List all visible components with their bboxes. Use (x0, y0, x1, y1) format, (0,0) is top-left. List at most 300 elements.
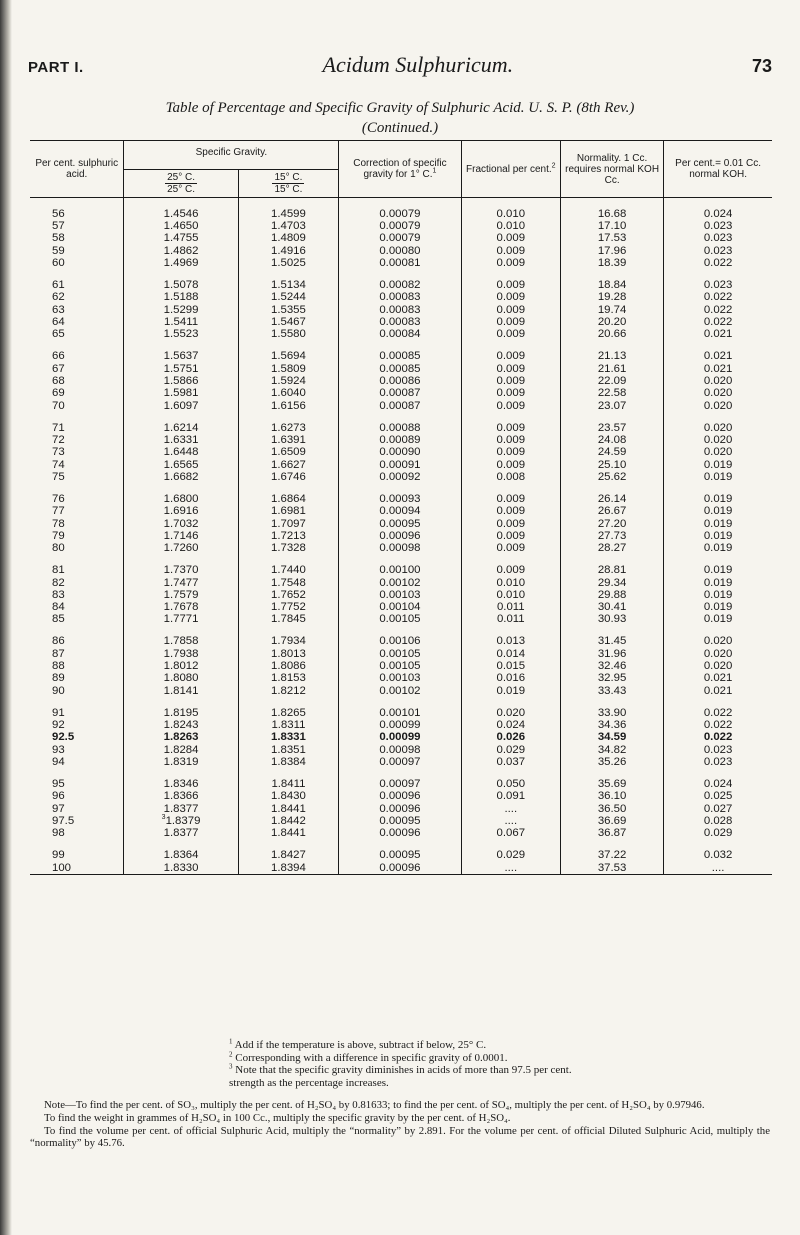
table-cell: 0.022 (664, 291, 772, 303)
table-cell: 0.009 (461, 493, 560, 505)
table-cell: 0.037 (461, 756, 560, 768)
table-cell: 0.00096 (339, 862, 461, 875)
table-cell: 84 (52, 601, 65, 614)
table-cell: 0.020 (664, 648, 772, 660)
table-cell: 90 (52, 684, 65, 697)
table-cell: 0.029 (461, 849, 560, 861)
table-cell: 1.7477 (124, 577, 238, 589)
table-cell: 21.61 (560, 363, 663, 375)
table-cell: 0.00097 (339, 756, 461, 768)
table-cell: 0.00085 (339, 350, 461, 362)
table-cell: 66 (52, 350, 65, 363)
table-row (30, 493, 772, 505)
table-cell: 0.023 (664, 756, 772, 768)
table-cell: 1.8427 (238, 849, 339, 861)
table-cell: 0.009 (461, 291, 560, 303)
table-cell: 1.7370 (124, 564, 238, 576)
table-cell: 0.021 (664, 363, 772, 375)
table-cell: 0.022 (664, 257, 772, 269)
table-cell: 0.024 (664, 778, 772, 790)
footnote-mark-1: 1 (432, 167, 437, 175)
table-cell: 29.34 (560, 577, 663, 589)
table-cell: 0.00082 (339, 279, 461, 291)
col-header-sg-25 (124, 170, 238, 198)
table-cell: 0.020 (461, 707, 560, 719)
table-cell: 1.8080 (124, 672, 238, 684)
table-cell: 17.53 (560, 232, 663, 244)
table-cell: 73 (52, 446, 65, 459)
table-cell: 0.021 (664, 685, 772, 697)
table-cell: 0.010 (461, 208, 560, 220)
col-header-normality: Normality. 1 Cc. requires normal KOH Cc. (560, 141, 663, 198)
table-row (30, 291, 772, 303)
table-cell: 0.00083 (339, 316, 461, 328)
table-cell: 97.5 (52, 814, 75, 827)
table-cell: 1.8311 (238, 719, 339, 731)
table-cell: 0.00079 (339, 220, 461, 232)
table-cell: 77 (52, 505, 65, 518)
table-cell: 0.00094 (339, 505, 461, 517)
table-cell: 0.00099 (339, 731, 461, 743)
table-cell: 25.62 (560, 471, 663, 483)
table-cell: 65 (52, 328, 65, 341)
table-cell: 92.5 (52, 731, 75, 744)
table-cell: 1.5981 (124, 387, 238, 399)
table-cell: 0.00093 (339, 493, 461, 505)
table-cell: 1.8153 (238, 672, 339, 684)
table-row (30, 220, 772, 232)
table-cell: 82 (52, 576, 65, 589)
table-cell: 0.00088 (339, 422, 461, 434)
table-cell: 0.019 (664, 613, 772, 625)
correction-label: Correction of specific gravity for 1° C. (353, 158, 447, 180)
table-cell: 68 (52, 374, 65, 387)
table-cell: 62 (52, 291, 65, 304)
table-cell: 1.8013 (238, 648, 339, 660)
table-cell: 1.4755 (124, 232, 238, 244)
table-cell: 0.020 (664, 660, 772, 672)
table-cell: 88 (52, 660, 65, 673)
table-row (30, 815, 772, 827)
table-cell: 1.6214 (124, 422, 238, 434)
table-cell: 1.5580 (238, 328, 339, 340)
table-cell: 1.8441 (238, 827, 339, 839)
table-cell: 0.021 (664, 672, 772, 684)
table-cell: 0.009 (461, 363, 560, 375)
book-binding-edge (0, 0, 12, 1235)
table-cell: 57 (52, 220, 65, 233)
table-cell: 1.5355 (238, 304, 339, 316)
table-cell: 1.5188 (124, 291, 238, 303)
table-cell: 0.009 (461, 505, 560, 517)
table-row (30, 672, 772, 684)
table-cell: 1.6040 (238, 387, 339, 399)
table-row (30, 827, 772, 839)
table-cell: 78 (52, 517, 65, 530)
table-cell: 1.6981 (238, 505, 339, 517)
table-cell: 1.7934 (238, 635, 339, 647)
table-cell: 0.00084 (339, 328, 461, 340)
table-cell: 0.00085 (339, 363, 461, 375)
table-cell: 0.032 (664, 849, 772, 861)
table-cell: 94 (52, 755, 65, 768)
table-cell: 1.8364 (124, 849, 238, 861)
table-cell: 24.59 (560, 446, 663, 458)
table-cell: 91 (52, 706, 65, 719)
table-row (30, 363, 772, 375)
table-cell: 0.009 (461, 459, 560, 471)
table-cell: 0.023 (664, 245, 772, 257)
table-row (30, 803, 772, 815)
sulphuric-acid-table (30, 140, 772, 875)
table-cell: 0.00095 (339, 849, 461, 861)
table-cell: 0.00104 (339, 601, 461, 613)
table-cell: 0.00091 (339, 459, 461, 471)
table-caption (30, 98, 770, 138)
table-cell: 0.022 (664, 719, 772, 731)
table-cell: 0.009 (461, 304, 560, 316)
table-cell: 0.00096 (339, 790, 461, 802)
table-cell: 0.010 (461, 589, 560, 601)
table-row (30, 719, 772, 731)
table-cell: 99 (52, 849, 65, 862)
table-row (30, 375, 772, 387)
table-cell: 0.00079 (339, 208, 461, 220)
table-row (30, 459, 772, 471)
table-cell: 1.4599 (238, 208, 339, 220)
col-header-percent: Per cent. sulphuric acid. (30, 141, 124, 198)
table-cell: 0.020 (664, 422, 772, 434)
table-cell: 1.8284 (124, 744, 238, 756)
table-row (30, 350, 772, 362)
table-cell: 0.00087 (339, 400, 461, 412)
table-cell: 0.019 (664, 564, 772, 576)
table-cell: 1.6448 (124, 446, 238, 458)
table-cell: 0.020 (664, 635, 772, 647)
table-cell: 36.69 (560, 815, 663, 827)
table-cell: 1.5244 (238, 291, 339, 303)
table-cell: 1.7440 (238, 564, 339, 576)
table-cell: 0.029 (664, 827, 772, 839)
table-cell: 0.009 (461, 387, 560, 399)
table-row (30, 790, 772, 802)
table-cell: 1.8319 (124, 756, 238, 768)
table-cell: 28.27 (560, 542, 663, 554)
table-cell: 34.59 (560, 731, 663, 743)
table-cell: 0.009 (461, 328, 560, 340)
table-cell: 64 (52, 315, 65, 328)
table-cell: 85 (52, 613, 65, 626)
table-cell: 1.7328 (238, 542, 339, 554)
table-cell: 1.5025 (238, 257, 339, 269)
table-row (30, 387, 772, 399)
group-spacer (30, 269, 772, 279)
table-cell: 0.024 (461, 719, 560, 731)
table-row (30, 862, 772, 875)
table-cell: 26.14 (560, 493, 663, 505)
table-cell: 0.008 (461, 471, 560, 483)
table-cell: 61 (52, 279, 65, 292)
table-cell: 31.45 (560, 635, 663, 647)
table-cell: 24.08 (560, 434, 663, 446)
table-cell: 0.009 (461, 446, 560, 458)
table-cell: 1.8141 (124, 685, 238, 697)
table-cell: 0.023 (664, 232, 772, 244)
group-spacer (30, 840, 772, 850)
table-cell: 83 (52, 588, 65, 601)
table-cell: 1.4650 (124, 220, 238, 232)
table-cell: 0.020 (664, 434, 772, 446)
table-cell: 0.019 (664, 471, 772, 483)
table-cell: 20.20 (560, 316, 663, 328)
table-cell: 1.8351 (238, 744, 339, 756)
table-cell: 1.8330 (124, 862, 238, 875)
table-cell: 33.90 (560, 707, 663, 719)
table-row (30, 518, 772, 530)
table-cell: 1.6331 (124, 434, 238, 446)
col-header-sg-15 (238, 170, 339, 198)
table-cell: 0.021 (664, 328, 772, 340)
header-spacer (30, 198, 772, 208)
table-cell: 1.5751 (124, 363, 238, 375)
table-cell: 25.10 (560, 459, 663, 471)
usage-notes (30, 1099, 770, 1149)
table-row (30, 778, 772, 790)
table-cell: 0.020 (664, 375, 772, 387)
table-cell: 0.014 (461, 648, 560, 660)
table-cell: 1.8384 (238, 756, 339, 768)
table-row (30, 304, 772, 316)
page-title: Acidum Sulphuricum. (322, 52, 514, 77)
table-cell: 0.009 (461, 316, 560, 328)
table-cell: 1.8012 (124, 660, 238, 672)
table-cell: 0.023 (664, 220, 772, 232)
table-cell: 29.88 (560, 589, 663, 601)
table-cell: 1.7579 (124, 589, 238, 601)
table-cell: 0.00101 (339, 707, 461, 719)
table-cell: 87 (52, 647, 65, 660)
table-cell: 1.5411 (124, 316, 238, 328)
table-cell: 1.7260 (124, 542, 238, 554)
table-cell: 0.009 (461, 279, 560, 291)
table-cell: 1.8086 (238, 660, 339, 672)
table-row (30, 849, 772, 861)
table-row (30, 530, 772, 542)
table-cell: 1.5523 (124, 328, 238, 340)
table-cell: 0.00098 (339, 744, 461, 756)
table-cell: 92 (52, 719, 65, 732)
table-row (30, 685, 772, 697)
table-cell: 33.43 (560, 685, 663, 697)
table-cell: 19.28 (560, 291, 663, 303)
table-cell: 0.019 (664, 589, 772, 601)
table-cell: 0.009 (461, 518, 560, 530)
note-3: To find the volume per cent. of official Sulphuric Acid, multiply the “normality” by 2.891. For the volume per cent. of official Diluted Sulphuric Acid, multiply the “normality” by 45.76. (30, 1124, 770, 1150)
table-cell: 72 (52, 433, 65, 446)
table-row (30, 505, 772, 517)
table-cell: 1.4916 (238, 245, 339, 257)
sg25-numerator: 25° C. (167, 172, 195, 183)
table-cell: 98 (52, 827, 65, 840)
table-cell: 18.84 (560, 279, 663, 291)
table-row (30, 613, 772, 625)
table-cell: 0.00081 (339, 257, 461, 269)
table-cell: 100 (30, 862, 124, 875)
table-cell: 95 (52, 778, 65, 791)
table-cell: 1.8195 (124, 707, 238, 719)
group-spacer (30, 412, 772, 422)
table-cell: 31.96 (560, 648, 663, 660)
table-cell: 16.68 (560, 208, 663, 220)
table-cell: 1.6509 (238, 446, 339, 458)
table-cell: 1.5809 (238, 363, 339, 375)
table-cell: 34.82 (560, 744, 663, 756)
table-cell: 22.58 (560, 387, 663, 399)
table-cell: 1.4809 (238, 232, 339, 244)
table-cell: 1.6156 (238, 400, 339, 412)
table-cell: 0.00086 (339, 375, 461, 387)
table-cell: 30.93 (560, 613, 663, 625)
table-cell: 74 (52, 458, 65, 471)
table-cell: 58 (52, 232, 65, 245)
table-cell: 1.8377 (124, 803, 238, 815)
sg15-numerator: 15° C. (274, 172, 303, 183)
table-cell: 1.6391 (238, 434, 339, 446)
table-row (30, 471, 772, 483)
table-cell: 0.019 (664, 459, 772, 471)
table-cell: 0.010 (461, 220, 560, 232)
note-1: Note—To find the per cent. of SO₃, multiply the per cent. of H₂SO₄ by 0.81633; to find the per cent. of SO₄, multiply the per cent. of H₂SO₄ by 0.97946. (44, 1099, 705, 1112)
table-cell: 1.8411 (238, 778, 339, 790)
table-cell: 1.5299 (124, 304, 238, 316)
table-cell: 1.8265 (238, 707, 339, 719)
table-cell: 1.6746 (238, 471, 339, 483)
table-row (30, 601, 772, 613)
table-cell: 20.66 (560, 328, 663, 340)
table-cell: 0.00090 (339, 446, 461, 458)
table-cell: 56 (52, 207, 65, 220)
table-row (30, 577, 772, 589)
table-cell: $^3$1.8379 (124, 815, 238, 827)
table-cell: .... (461, 803, 560, 815)
table-cell: 75 (52, 470, 65, 483)
table-cell: 79 (52, 529, 65, 542)
table-cell: 1.6565 (124, 459, 238, 471)
table-cell: 34.36 (560, 719, 663, 731)
group-spacer (30, 554, 772, 564)
table-cell: 36.50 (560, 803, 663, 815)
table-cell: 0.024 (664, 208, 772, 220)
table-cell: 69 (52, 387, 65, 400)
table-cell: 1.7752 (238, 601, 339, 613)
table-cell: 1.5078 (124, 279, 238, 291)
table-cell: 1.4703 (238, 220, 339, 232)
table-cell: 0.011 (461, 601, 560, 613)
table-row (30, 400, 772, 412)
table-cell: 0.00099 (339, 719, 461, 731)
group-spacer (30, 341, 772, 351)
table-cell: 0.009 (461, 542, 560, 554)
table-cell: 0.022 (664, 316, 772, 328)
table-cell: 0.00097 (339, 778, 461, 790)
footnote-mark-3: 3 (161, 814, 166, 822)
table-cell: 0.00096 (339, 803, 461, 815)
footnote-3: $^3$ Note that the specific gravity diminishes in acids of more than 97.5 per cent. strength as the percentage increases. (229, 1062, 572, 1089)
table-row (30, 279, 772, 291)
table-cell: 0.00106 (339, 635, 461, 647)
table-cell: 0.00102 (339, 577, 461, 589)
running-head (28, 52, 772, 86)
table-cell: 0.022 (664, 731, 772, 743)
table-cell: 86 (52, 635, 65, 648)
table-cell: 0.00095 (339, 518, 461, 530)
table-cell: 1.8346 (124, 778, 238, 790)
table-cell: 0.019 (664, 518, 772, 530)
table-cell: 76 (52, 492, 65, 505)
table-cell: 0.026 (461, 731, 560, 743)
table-cell: 0.022 (664, 707, 772, 719)
table-cell: 0.019 (461, 685, 560, 697)
fractional-label: Fractional per cent. (466, 163, 552, 175)
table-cell: 1.8331 (238, 731, 339, 743)
table-cell: 32.95 (560, 672, 663, 684)
group-spacer (30, 768, 772, 778)
table-cell: 0.00083 (339, 291, 461, 303)
table-cell: 0.019 (664, 542, 772, 554)
table-cell: 1.5694 (238, 350, 339, 362)
table-cell: 0.010 (461, 577, 560, 589)
footnote-mark-2: 2 (551, 162, 556, 170)
table-row (30, 434, 772, 446)
caption-line-1: Table of Percentage and Specific Gravity of Sulphuric Acid. U. S. P. (8th Rev.) (165, 100, 635, 116)
table-cell: 1.7678 (124, 601, 238, 613)
table-cell: 0.067 (461, 827, 560, 839)
table-cell: 0.020 (664, 446, 772, 458)
table-cell: 0.00089 (339, 434, 461, 446)
table-row (30, 208, 772, 220)
table-cell: 0.025 (664, 790, 772, 802)
table-cell: 1.6627 (238, 459, 339, 471)
col-header-specific-gravity: Specific Gravity. (124, 141, 339, 170)
table-cell: 0.019 (664, 601, 772, 613)
table-cell: 0.019 (664, 577, 772, 589)
table-cell: 59 (52, 244, 65, 257)
table-cell: 1.6273 (238, 422, 339, 434)
table-cell: 1.5924 (238, 375, 339, 387)
table-cell: 89 (52, 672, 65, 685)
table-cell: 81 (52, 564, 65, 577)
table-cell: 0.00096 (339, 827, 461, 839)
table-cell: 1.6916 (124, 505, 238, 517)
table-cell: 36.10 (560, 790, 663, 802)
table-cell: 1.6097 (124, 400, 238, 412)
table-cell: 0.00103 (339, 672, 461, 684)
table-cell: 0.020 (664, 387, 772, 399)
table-row (30, 731, 772, 743)
table-cell: .... (664, 862, 772, 875)
table-cell: 27.73 (560, 530, 663, 542)
group-spacer (30, 697, 772, 707)
table-cell: 36.87 (560, 827, 663, 839)
table-cell: 0.009 (461, 434, 560, 446)
table-cell: 0.011 (461, 613, 560, 625)
sg15-denominator: 15° C. (274, 184, 303, 195)
data-table (30, 140, 772, 875)
table-cell: 1.5467 (238, 316, 339, 328)
table-cell: 0.00105 (339, 613, 461, 625)
table-cell: 0.013 (461, 635, 560, 647)
table-cell: 0.022 (664, 304, 772, 316)
